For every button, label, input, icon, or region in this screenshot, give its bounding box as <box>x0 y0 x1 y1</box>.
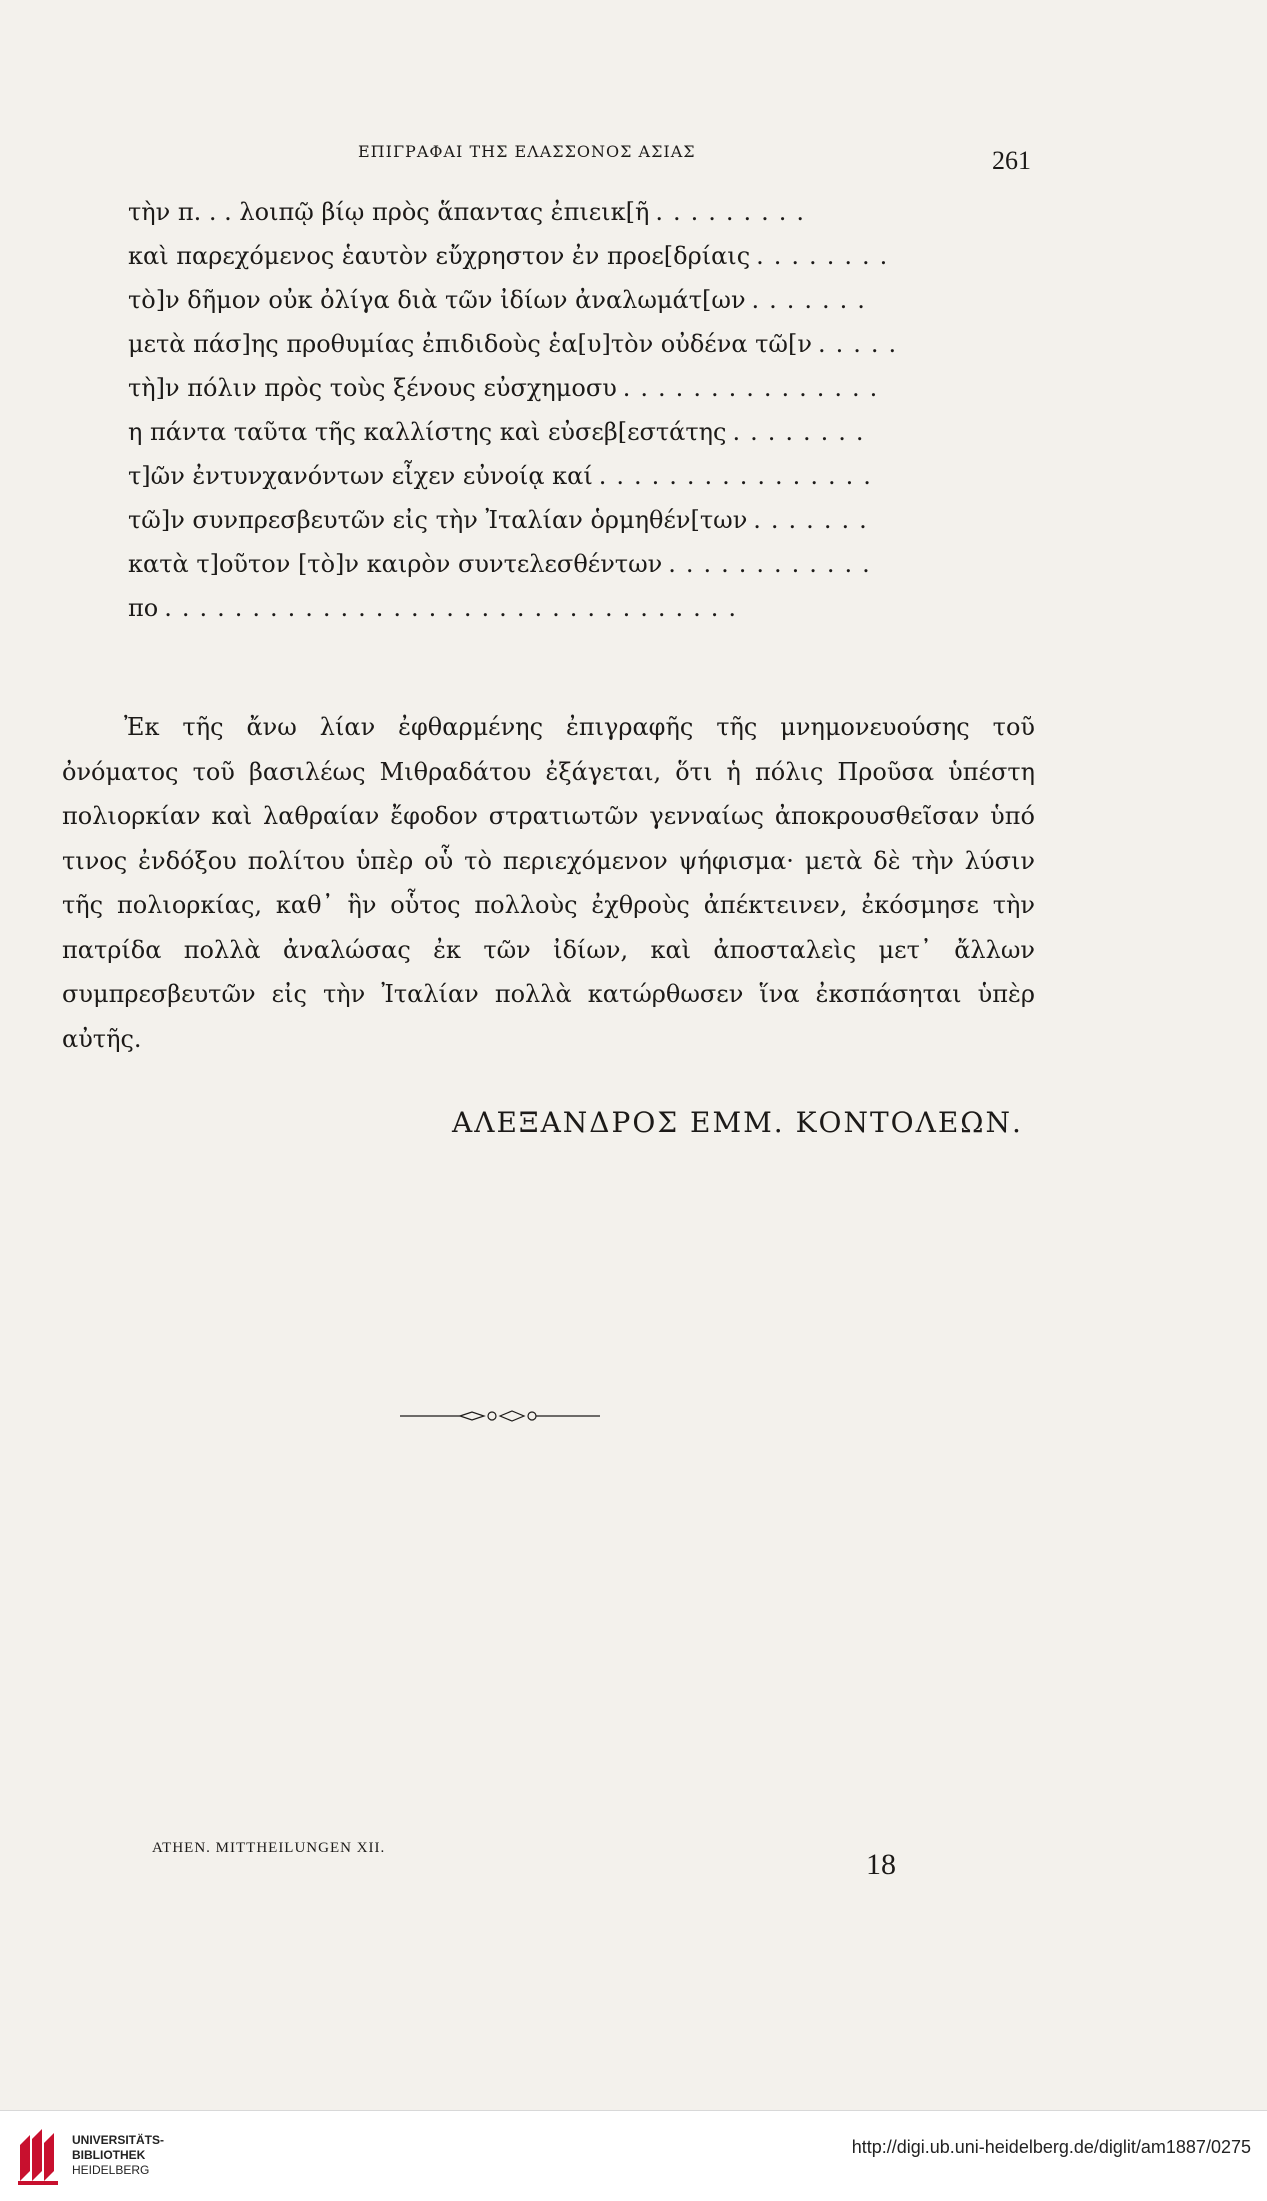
inscription-text: τὸ]ν δῆμον οὐκ ὀλίγα διὰ τῶν ἰδίων ἀναλωμάτ[ων <box>128 286 746 314</box>
inscription-line <box>128 506 1038 550</box>
lacuna-dots: ................ <box>598 462 881 490</box>
inscription-line <box>128 330 1038 374</box>
inscription-text: τ]ῶν ἐντυνχανόντων εἶχεν εὐνοίᾳ καί <box>128 462 593 490</box>
inscription-text: η πάντα ταῦτα τῆς καλλίστης καὶ εὐσεβ[εστάτης <box>128 418 727 446</box>
ornament-divider-icon <box>400 1406 600 1426</box>
page-number: 261 <box>992 146 1031 175</box>
inscription-block <box>128 198 1038 638</box>
running-title: ΕΠΙΓΡΑΦΑΙ ΤΗΣ ΕΛΑΣΣΟΝΟΣ ΑΣΙΑΣ <box>358 142 696 161</box>
lacuna-dots: ......... <box>655 198 815 226</box>
author-signature: ΑΛΕΞΑΝΔΡΟΣ ΕΜΜ. ΚΟΝΤΟΛΕΩΝ. <box>452 1106 1023 1139</box>
inscription-text: κατὰ τ]οῦτον [τὸ]ν καιρὸν συντελεσθέντων <box>128 550 663 578</box>
inscription-line <box>128 550 1038 594</box>
commentary-paragraph <box>62 705 1035 1061</box>
inscription-line <box>128 374 1038 418</box>
inscription-text: καὶ παρεχόμενος ἑαυτὸν εὔχρηστον ἐν προε[δρίαις <box>128 242 751 270</box>
inscription-text: τὴ]ν πόλιν πρὸς τοὺς ξένους εὐσχημοσυ <box>128 374 617 402</box>
inscription-line <box>128 242 1038 286</box>
lacuna-dots: ....... <box>751 286 875 314</box>
journal-footer: ATHEN. MITTHEILUNGEN XII. <box>152 1840 386 1856</box>
inscription-line <box>128 286 1038 330</box>
source-url-link[interactable]: http://digi.ub.uni-heidelberg.de/diglit/am1887/0275 <box>851 2137 1251 2157</box>
library-name <box>72 2133 164 2178</box>
library-name-line: UNIVERSITÄTS- <box>72 2133 165 2147</box>
lacuna-dots: ................................. <box>164 594 746 622</box>
lacuna-dots: ........ <box>756 242 898 270</box>
inscription-text: τὴν π. . . λοιπῷ βίῳ πρὸς ἅπαντας ἐπιεικ[ῆ <box>128 198 650 226</box>
library-bar <box>0 2110 1267 2201</box>
signature-mark: 18 <box>866 1848 896 1881</box>
lacuna-dots: ............... <box>622 374 888 402</box>
inscription-text: τῶ]ν συνπρεσβευτῶν εἰς τὴν Ἰταλίαν ὁρμηθέν[των <box>128 506 748 534</box>
inscription-line <box>128 418 1038 462</box>
library-name-line: BIBLIOTHEK <box>72 2148 146 2162</box>
commentary-text: Ἐκ τῆς ἄνω λίαν ἐφθαρμένης ἐπιγραφῆς τῆς μνημονευούσης τοῦ ὀνόματος τοῦ βασιλέως Μιθραδάτου ἐξάγεται, ὅτι ἡ πόλις Προῦσα ὑπέστη πολιορκίαν καὶ λαθραίαν ἔφοδον στρατιωτῶν γενναίως ἀποκρουσθεῖσαν ὑπό τινος ἐνδόξου πολίτου ὑπὲρ οὗ τὸ περιεχόμενον ψήφισμα· μετὰ δὲ τὴν λύσιν τῆς πολιορκίας, καθ᾽ ἣν οὗτος πολλοὺς ἐχθροὺς ἀπέκτεινεν, ἐκόσμησε τὴν πατρίδα πολλὰ ἀναλώσας ἐκ τῶν ἰδίων, καὶ ἀποσταλεὶς μετ᾽ ἄλλων συμπρεσβευτῶν εἰς τὴν Ἰταλίαν πολλὰ κατώρθωσεν ἵνα ἐκσπάσηται ὑπὲρ αὐτῆς. <box>62 713 1035 1053</box>
lacuna-dots: ............ <box>668 550 880 578</box>
lacuna-dots: ..... <box>817 330 907 358</box>
library-name-line: HEIDELBERG <box>72 2163 150 2177</box>
inscription-line <box>128 594 1038 638</box>
lacuna-dots: ........ <box>732 418 874 446</box>
university-library-logo-icon <box>14 2125 66 2187</box>
inscription-text: μετὰ πάσ]ης προθυμίας ἐπιδιδοὺς ἑα[υ]τὸν οὐδένα τῶ[ν <box>128 330 812 358</box>
inscription-line <box>128 198 1038 242</box>
inscription-text: πο <box>128 594 159 622</box>
lacuna-dots: ....... <box>753 506 877 534</box>
inscription-line <box>128 462 1038 506</box>
